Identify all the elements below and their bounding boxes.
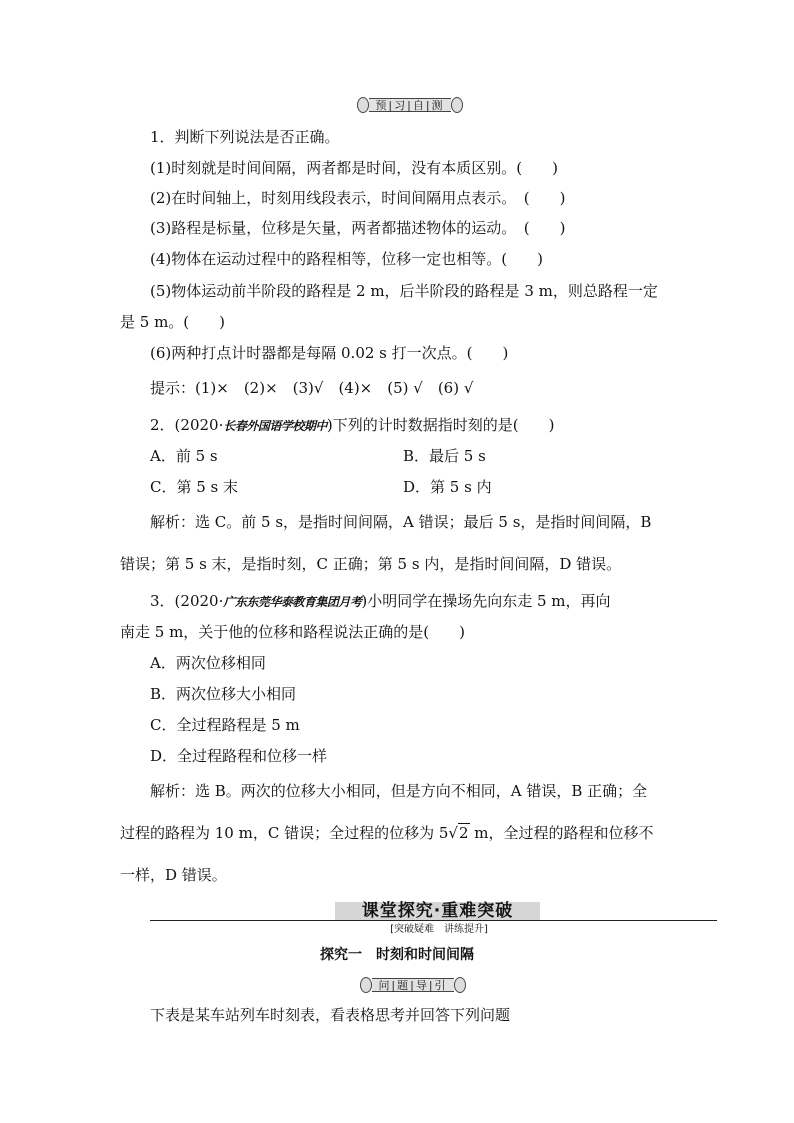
q3-analysis-1: 解析：选 B。两次的位移大小相同，但是方向不相同，A 错误，B 正确；全: [150, 782, 648, 800]
q3-analysis-2: [120, 823, 654, 843]
guide-banner: [358, 977, 468, 993]
q2-analysis-2: 错误；第 5 s 末，是指时刻，C 正确；第 5 s 内，是指时间间隔，D 错误。: [120, 555, 622, 573]
banner-left-cap: [357, 97, 369, 113]
q1-item-5: (5)物体运动前半阶段的路程是 2 m，后半阶段的路程是 3 m，则总路程一定: [150, 282, 658, 300]
section-title: 课堂探究·重难突破: [361, 901, 514, 921]
q3-option-c: C．全过程路程是 5 m: [150, 716, 300, 734]
q1-item-1: (1)时刻就是时间间隔，两者都是时间，没有本质区别。( ): [150, 159, 558, 177]
q2-option-b: B．最后 5 s: [403, 447, 486, 465]
preview-test-banner: [350, 97, 470, 113]
q3-stem-cont: 南走 5 m，关于他的位移和路程说法正确的是( ): [120, 623, 466, 641]
guide-banner-left-cap: [360, 977, 372, 993]
q3-analysis-2-pre: 过程的路程为 10 m，C 错误；全过程的位移为 5: [120, 824, 449, 842]
banner-label: 预|习|自|测: [369, 98, 450, 112]
q1-hint: 提示：(1)× (2)× (3)√ (4)× (5) √ (6) √: [150, 379, 474, 397]
q1-item-5-cont: 是 5 m。( ): [120, 313, 226, 331]
q3-option-a: A．两次位移相同: [150, 654, 266, 672]
q3-source: 广东东莞华泰教育集团月考: [223, 595, 362, 609]
q2-suffix: )下列的计时数据指时刻的是( ): [326, 416, 555, 434]
q2-source: 长春外国语学校期中: [223, 419, 327, 433]
q3-stem: [150, 591, 611, 612]
q2-option-a: A．前 5 s: [150, 447, 218, 465]
guide-banner-right-cap: [454, 977, 466, 993]
q1-item-4: (4)物体在运动过程中的路程相等，位移一定也相等。( ): [150, 250, 543, 268]
q3-prefix: 3．(2020·: [150, 592, 224, 610]
q3-option-d: D．全过程路程和位移一样: [150, 747, 328, 765]
q3-analysis-2-post: m，全过程的路程和位移不: [469, 824, 654, 842]
q1-title: 1．判断下列说法是否正确。: [150, 128, 340, 146]
q3-analysis-3: 一样，D 错误。: [120, 866, 227, 884]
section-subtitle: [突破疑难 讲练提升]: [390, 924, 488, 935]
q2-option-c: C．第 5 s 末: [150, 478, 239, 496]
q2-option-d: D．第 5 s 内: [403, 478, 492, 496]
sqrt-symbol: √2: [448, 824, 469, 842]
sub-heading: 探究一 时刻和时间间隔: [320, 947, 474, 963]
q2-analysis-1: 解析：选 C。前 5 s，是指时间间隔，A 错误；最后 5 s，是指时间间隔，B: [150, 513, 652, 531]
sqrt-radicand: 2: [458, 824, 469, 842]
banner-right-cap: [451, 97, 463, 113]
q3-suffix: )小明同学在操场先向东走 5 m，再向: [361, 592, 611, 610]
q2-stem: [150, 415, 554, 436]
guide-banner-label: 问|题|导|引: [372, 978, 453, 992]
q1-item-2: (2)在时间轴上，时刻用线段表示，时间间隔用点表示。 ( ): [150, 189, 566, 207]
q1-item-6: (6)两种打点计时器都是每隔 0.02 s 打一次点。( ): [150, 344, 509, 362]
q3-option-b: B．两次位移大小相同: [150, 685, 297, 703]
q2-prefix: 2．(2020·: [150, 416, 224, 434]
section-intro: 下表是某车站列车时刻表，看表格思考并回答下列问题: [150, 1006, 511, 1024]
q1-item-3: (3)路程是标量，位移是矢量，两者都描述物体的运动。 ( ): [150, 219, 566, 237]
